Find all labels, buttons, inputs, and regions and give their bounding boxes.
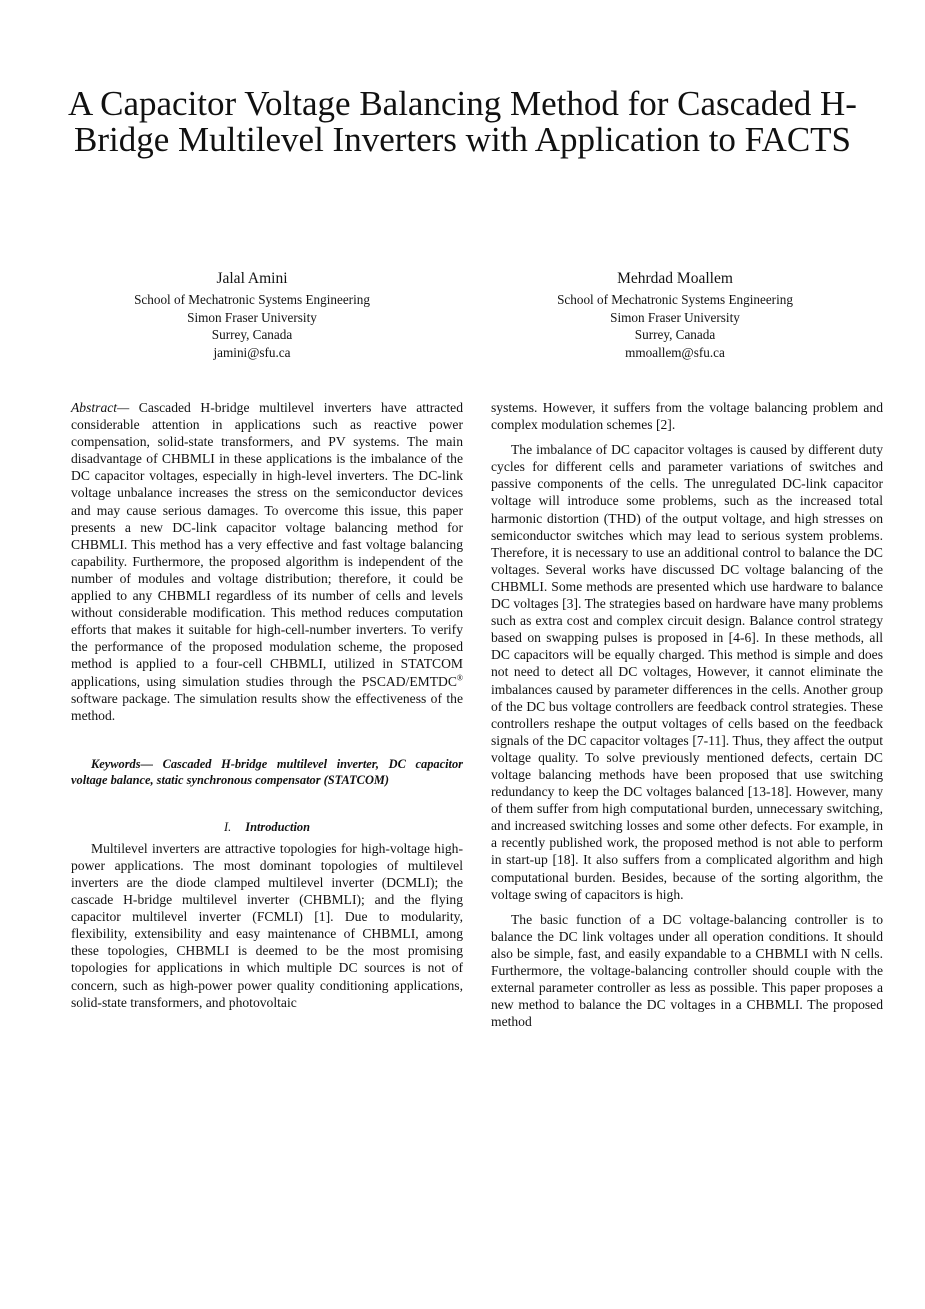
body-paragraph: systems. However, it suffers from the voltage balancing problem and complex modulation schemes [2]. [491,400,883,433]
body-paragraph: The imbalance of DC capacitor voltages is caused by different duty cycles for different cells and parameter variations of switches and passive components of the cells. The unregulated DC-link capacitor voltage will introduce some problems, such as the increased total harmonic distortion (THD) of the output voltage, and high stresses on semiconductor switches which may lead to serious system problems. Therefore, it is necessary to use an additional control to balance the DC voltages. Several works have discussed DC voltage balancing of the CHBMLI. Some methods are presented which use hardware to balance DC voltages [3]. The strategies based on hardware have many problems such as extra cost and complex circuit design. Balance control strategy based on swapping pulses is proposed in [4-6]. In these methods, all DC capacitors will be equally charged. This method is simple and does not need to detect all DC voltages, However, it cannot eliminate the imbalances caused by parameter differences in the cells. Another group of the DC bus voltage controllers are feedback control strategies. These controllers reshape the output voltages of cells based on the feedback signals of the DC capacitor voltages [7-11]. Thus, they affect the output voltage quality. To solve previously mentioned defects, certain DC voltage balancing methods have been proposed that use switching redundancy to keep the DC voltages balanced [13-18]. However, many of them suffer from high computational burden, unnecessary switching, and increased switching losses and some other defects. For example, in a recently published work, the proposed method is not able to perform in start-up [18]. It also suffers from a complicated algorithm and high computational burden. Besides, because of the sorting algorithm, the voltage swing of capacitors is high. [491,442,883,902]
paper-title: A Capacitor Voltage Balancing Method for Cascaded H-Bridge Multilevel Inverters with Application to FACTS [68,84,857,159]
section-heading [71,819,463,836]
registered-mark: ® [456,672,463,682]
author-block [505,268,845,361]
author-affiliation: School of Mechatronic Systems Engineering [557,292,793,307]
right-column [491,399,883,1030]
abstract-label: Abstract— [71,400,130,415]
author-block [82,268,422,361]
keywords: Keywords— Cascaded H-bridge multilevel inverter, DC capacitor voltage balance, static synchronous compensator (STATCOM) [71,756,463,788]
author-university: Simon Fraser University [187,309,317,325]
author-email: mmoallem@sfu.ca [625,344,725,360]
left-column [71,399,463,1011]
section-number: I. [224,819,232,834]
abstract [71,399,463,724]
author-name: Mehrdad Moallem [617,270,733,287]
author-email: jamini@sfu.ca [213,344,291,360]
author-university: Simon Fraser University [610,309,740,325]
body-paragraph: Multilevel inverters are attractive topologies for high-voltage high-power applications. The most dominant topologies of multilevel inverters are the diode clamped multilevel inverter (DCMLI); the cascade H-bridge multilevel inverter (CHBMLI); and the flying capacitor multilevel inverter (FCMLI) [1]. Due to modularity, flexibility, extensibility and easy maintenance of CHBMLI, among these topologies, CHBMLI is deemed to be the most promising topologies for applications in which multiple DC sources is not of concern, such as high-power power quality conditioning applications, solid-state transformers, and photovoltaic [71,840,463,1010]
section-title: Introduction [245,819,310,834]
author-location: Surrey, Canada [211,327,293,343]
author-location: Surrey, Canada [634,327,716,343]
author-name: Jalal Amini [216,270,288,287]
body-paragraph: The basic function of a DC voltage-balancing controller is to balance the DC link voltages under all operation conditions. It should also be simple, fast, and easily expandable to a CHBMLI with N cells. Furthermore, the voltage-balancing controller should couple with the external parameter controller as less as possible. This paper proposes a new method to balance the DC voltages in a CHBMLI. The proposed method [491,911,883,1030]
abstract-text: Cascaded H-bridge multilevel inverters have attracted considerable attention in applications such as reactive power compensation, solid-state transformers, and PV systems. The main disadvantage of CHBMLI in these applications is the imbalance of the DC capacitor voltages, especially in high-level inverters. The DC-link voltage unbalance increases the stress on the semiconductor devices and may cause serious damages. To overcome this issue, this paper presents a new DC-link capacitor voltage balancing method for CHBMLI. This method has a very effective and fast voltage balancing capability. Furthermore, the proposed algorithm is independent of the number of modules and voltage distribution; therefore, it could be applied to any CHBMLI regardless of its number of cells and levels without considerable modification. This method reduces computation efforts that makes it suitable for high-cell-number inverters. To verify the performance of the proposed modulation scheme, the proposed method is applied to a four-cell CHBMLI, utilized in STATCOM applications, using simulation studies through the PSCAD/EMTDC [71,400,463,689]
abstract-text-end: software package. The simulation results show the effectiveness of the method. [71,690,463,723]
author-affiliation: School of Mechatronic Systems Engineering [134,292,370,307]
